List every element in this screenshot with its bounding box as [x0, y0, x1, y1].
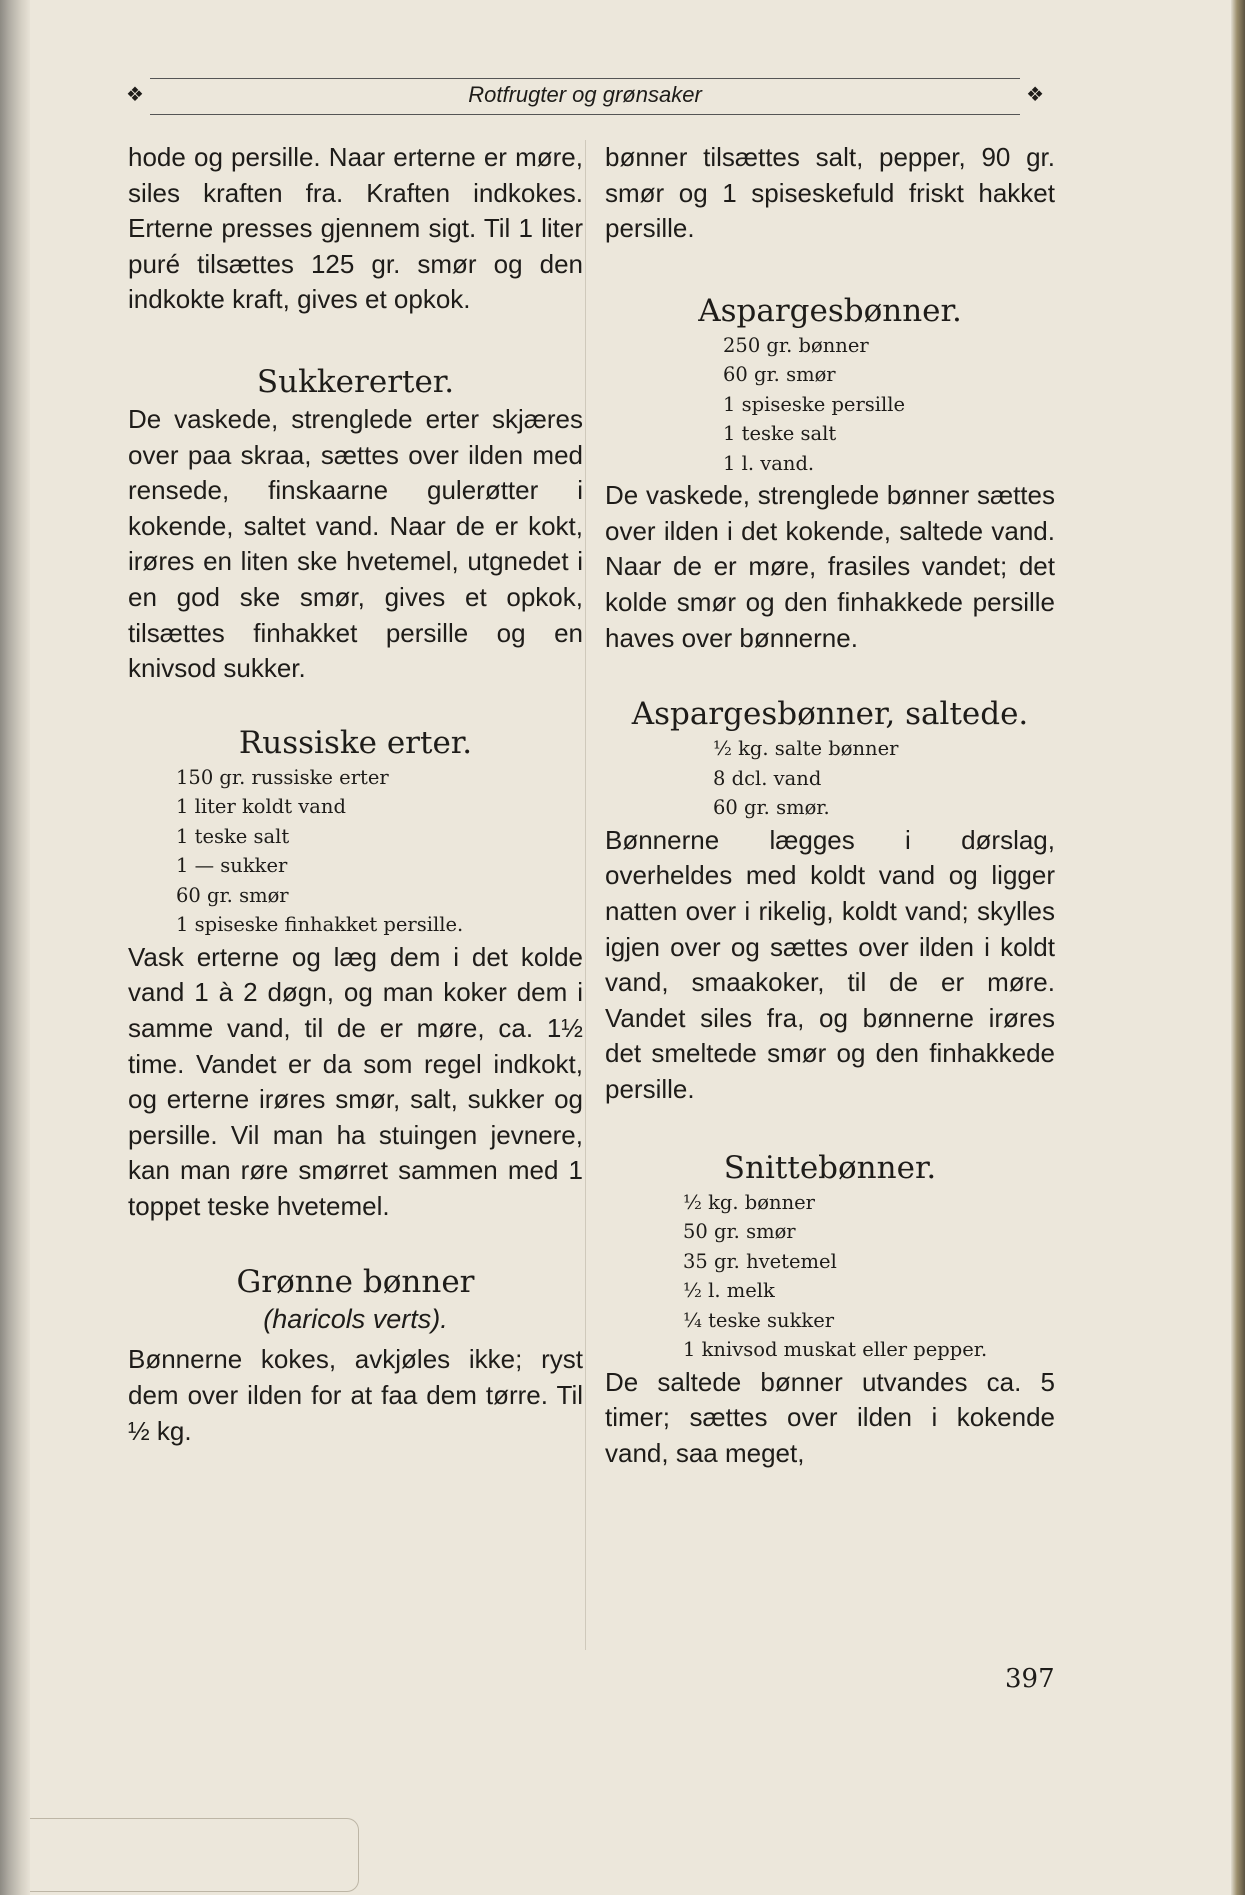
header-rule-bottom — [150, 114, 1020, 115]
recipe-title-gronne-bonner: Grønne bønner — [236, 1264, 475, 1301]
recipe-title-russiske-erter: Russiske erter. — [238, 724, 473, 761]
page-number: 397 — [1005, 1664, 1055, 1694]
ingredient-item: 1 l. vand. — [723, 451, 815, 475]
ingredient-item: 150 gr. russiske erter — [176, 765, 389, 789]
continued-paragraph: bønner tilsættes salt, pepper, 90 gr. smør og 1 spiseskefuld friskt hakket persille. — [605, 142, 1055, 244]
ingredient-item: 35 gr. hvetemel — [683, 1249, 837, 1273]
ornament-icon: ❖ — [1026, 82, 1044, 106]
right-column — [605, 140, 1055, 1471]
ingredient-item: 250 gr. bønner — [723, 333, 869, 357]
recipe-title-sukkererter: Sukkererter. — [256, 363, 455, 400]
ingredient-item: 1 spiseske finhakket persille. — [176, 913, 464, 937]
ingredient-item: 1 teske salt — [176, 824, 290, 848]
ingredient-list-aspargesbonner — [605, 331, 1055, 479]
ingredient-item: 60 gr. smør — [176, 883, 289, 907]
recipe-text-aspargesbonner-saltede: Bønnerne lægges i dørslag, overheldes med koldt vand og ligger natten over i rikelig, koldt vand; skylles igjen over og sættes over ilden i koldt vand, smaakoker, til de er møre. Vandet siles fra, og bønnerne irøres det smeltede smør og den finhakkede persille. — [605, 824, 1055, 1104]
left-column — [128, 140, 583, 1449]
ingredient-item: 50 gr. smør — [683, 1220, 796, 1243]
ingredient-item: ¼ teske sukker — [683, 1308, 835, 1332]
recipe-text-sukkererter: De vaskede, strenglede erter skjæres over paa skraa, sættes over ilden med rensede, finskaarne gulerøtter i kokende, saltet vand. Naar de er kokt, irøres en liten ske hvetemel, utgnedet i en god ske smør, gives et opkok, tilsættes finhakket persille og en knivsod sukker. — [128, 403, 583, 684]
recipe-subtitle-gronne-bonner: (haricols verts). — [263, 1304, 448, 1335]
running-title: Rotfrugter og grønsaker — [468, 82, 702, 107]
ingredient-item: ½ l. melk — [683, 1279, 775, 1302]
ingredient-item: 1 knivsod muskat eller pepper. — [683, 1338, 988, 1361]
ingredient-item: ½ kg. salte bønner — [713, 737, 899, 761]
thumb-tab-outline — [30, 1818, 359, 1892]
ingredient-item: 1 spiseske persille — [723, 392, 906, 416]
recipe-text-aspargesbonner: De vaskede, strenglede bønner sættes over ilden i det kokende, saltede vand. Naar de er møre, frasiles vandet; det kolde smør og den finhakkede persille haves over bønnerne. — [605, 480, 1055, 653]
ingredient-item: 1 — sukker — [176, 854, 288, 878]
ingredient-list-russiske-erter — [128, 763, 583, 940]
running-header — [120, 78, 1050, 118]
ingredient-item: 8 dcl. vand — [713, 766, 822, 790]
ingredient-item: 1 liter koldt vand — [176, 795, 346, 819]
recipe-text-gronne-bonner: Bønnerne kokes, avkjøles ikke; ryst dem over ilden for at faa dem tørre. Til ½ kg. — [128, 1344, 583, 1446]
recipe-text-snittebonner: De saltede bønner utvandes ca. 5 timer; sættes over ilden i kokende vand, saa meget, — [605, 1366, 1055, 1468]
continued-paragraph: hode og persille. Naar erterne er møre, siles kraften fra. Kraften indkokes. Erterne presses gjennem sigt. Til 1 liter puré tilsættes 125 gr. smør og den indkokte kraft, gives et opkok. — [128, 142, 583, 315]
ingredient-list-snittebonner — [605, 1188, 1055, 1365]
ingredient-item: 60 gr. smør. — [713, 796, 830, 820]
header-rule-top — [150, 78, 1020, 79]
ingredient-item: 60 gr. smør — [723, 363, 836, 387]
ingredient-list-aspargesbonner-saltede — [605, 734, 1055, 823]
recipe-title-snittebonner: Snittebønner. — [723, 1149, 937, 1186]
page-edge — [1231, 0, 1245, 1895]
column-divider — [585, 140, 586, 1650]
ornament-icon: ❖ — [126, 82, 144, 106]
ingredient-item: 1 teske salt — [723, 422, 837, 446]
book-spine-shadow — [0, 0, 30, 1895]
recipe-text-russiske-erter: Vask erterne og læg dem i det kolde vand 1 à 2 døgn, og man koker dem i samme vand, til de er møre, ca. 1½ time. Vandet er da som regel indkokt, og erterne irøres smør, salt, sukker og persille. Vil man ha stuingen jevnere, kan man røre smørret sammen med 1 toppet teske hvetemel. — [128, 941, 583, 1221]
recipe-title-aspargesbonner: Aspargesbønner. — [698, 292, 962, 329]
ingredient-item: ½ kg. bønner — [683, 1190, 815, 1214]
recipe-title-aspargesbonner-saltede: Aspargesbønner, saltede. — [631, 696, 1029, 733]
